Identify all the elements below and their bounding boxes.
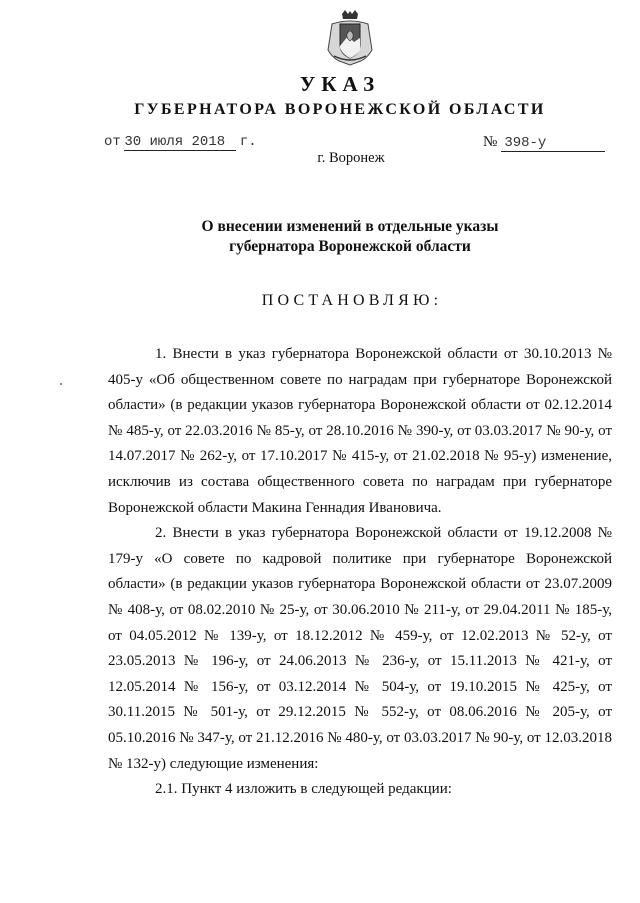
subject-line-1: О внесении изменений в отдельные указы bbox=[201, 218, 499, 235]
number-value: 398-у bbox=[504, 135, 547, 151]
date-value: 30 июля 2018 bbox=[124, 134, 226, 150]
paragraph-2: 2. Внести в указ губернатора Воронежской области от 19.12.2008 № 179-у «О совете по кадровой политике при губернаторе Воронежской области» (в редакции указов губернатора Воронежской области от 23.07.2009 № 408-у, от 08.02.2010 № 25-у, от 30.06.2010 № 211-у, от 29.04.2011 № 185-у, от 04.05.2012 № 139-у, от 18.12.2012 № 459-у, от 12.02.2013 № 52-у, от 23.05.2013 № 196-у, от 24.06.2013 № 236-у, от 15.11.2013 № 421-у, от 12.05.2014 № 156-у, от 03.12.2014 № 504-у, от 19.10.2015 № 425-у, от 30.11.2015 № 501-у, от 29.12.2015 № 552-у, от 08.06.2016 № 205-у, от 05.10.2016 № 347-у, от 21.12.2016 № 480-у, от 03.03.2017 № 90-у, от 12.03.2018 № 132-у) следующие изменения: bbox=[108, 525, 612, 772]
paragraph-1: 1. Внести в указ губернатора Воронежской области от 30.10.2013 № 405-у «Об общественном совете по наградам при губернаторе Воронежской области» (в редакции указов губернатора Воронежской области от 02.12.2014 № 485-у, от 22.03.2016 № 85-у, от 28.10.2016 № 390-у, от 03.03.2017 № 90-у, от 14.07.2017 № 262-у, от 17.10.2017 № 415-у, от 21.02.2018 № 95-у) изменение, исключив из состава общественного совета по наградам при губернаторе Воронежской области Макина Геннадия Ивановича. bbox=[108, 346, 612, 516]
subject-line-2: губернатора Воронежской области bbox=[229, 238, 471, 255]
coat-of-arms-emblem bbox=[326, 10, 374, 66]
decree-heading: ПОСТАНОВЛЯЮ: bbox=[261, 292, 443, 309]
date-line bbox=[124, 134, 236, 151]
city-name: г. Воронеж bbox=[317, 150, 385, 166]
date-suffix: г. bbox=[239, 134, 257, 150]
document-body bbox=[108, 342, 612, 803]
paragraph-2-1: 2.1. Пункт 4 изложить в следующей редакции: bbox=[155, 781, 452, 798]
document-title: УКАЗ bbox=[299, 72, 381, 96]
document-subject bbox=[0, 217, 640, 257]
date-field bbox=[104, 134, 257, 151]
document-subtitle: ГУБЕРНАТОРА ВОРОНЕЖСКОЙ ОБЛАСТИ bbox=[134, 101, 546, 118]
date-prefix: от bbox=[104, 134, 121, 150]
margin-dot bbox=[60, 383, 62, 385]
number-sign: № bbox=[483, 134, 498, 150]
